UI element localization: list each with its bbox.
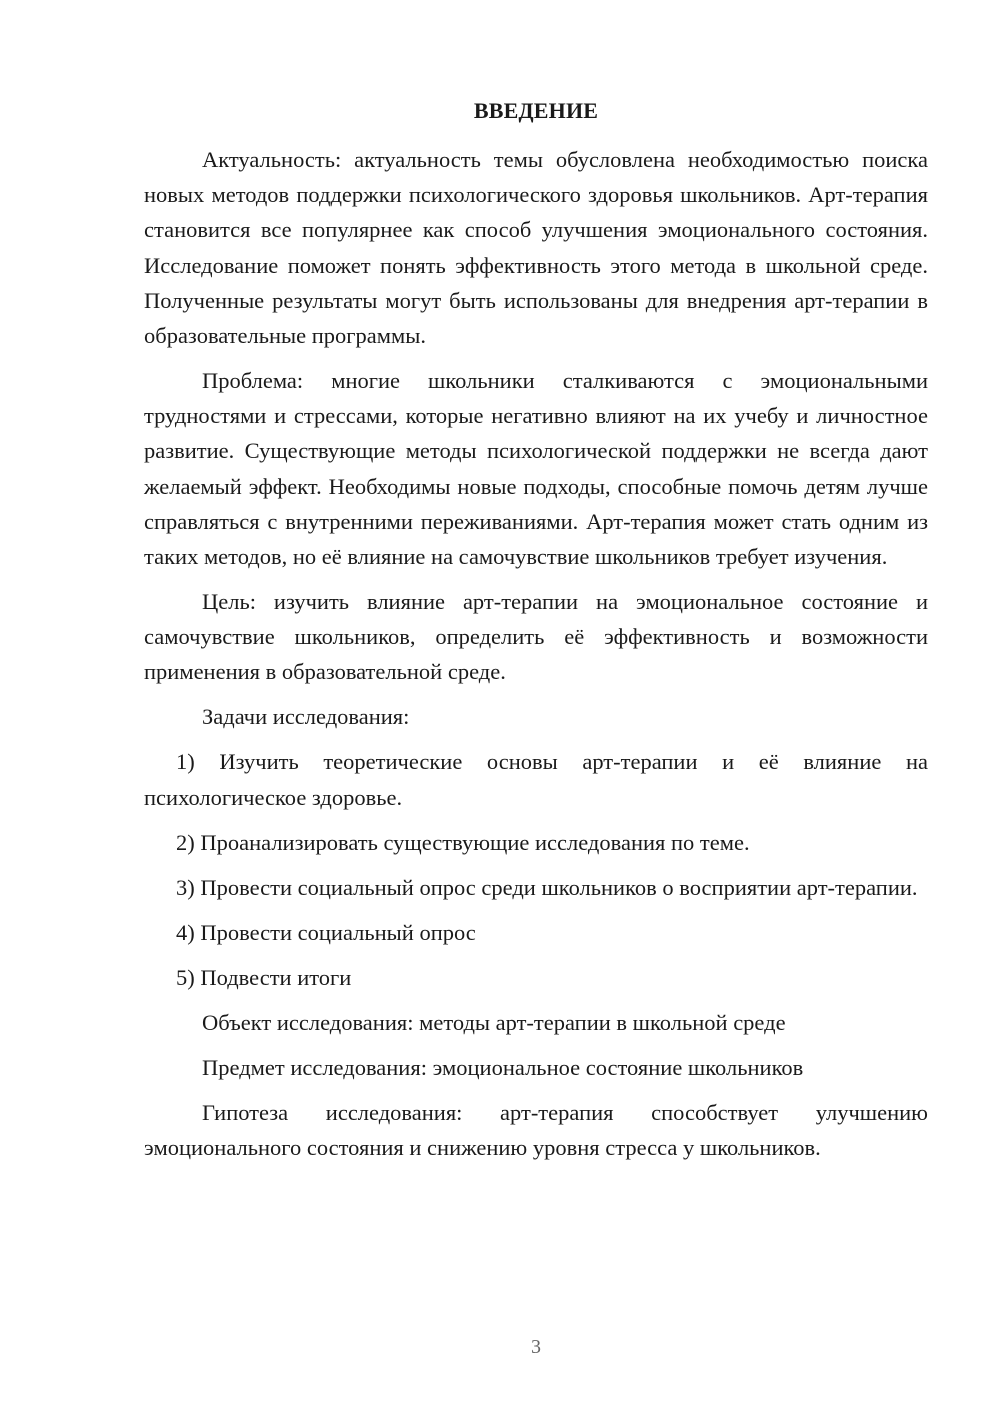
relevance-paragraph: Актуальность: актуальность темы обусловлена необходимостью поиска новых методов поддержки психологического здоровья школьников. Арт-терапия становится все популярнее как способ улучшения эмоционального состояния. Исследование поможет понять эффективность этого метода в школьной среде. Полученные результаты могут быть использованы для внедрения арт-терапии в образовательные программы. — [144, 147, 928, 349]
section-body — [144, 142, 928, 1175]
page-number: 3 — [531, 1336, 541, 1358]
task-item-1: 1) Изучить теоретические основы арт-терапии и её влияние на психологическое здоровье. — [144, 749, 928, 810]
task-item-5: 5) Подвести итоги — [176, 964, 352, 990]
goal-paragraph: Цель: изучить влияние арт-терапии на эмоциональное состояние и самочувствие школьников, определить её эффективность и возможности применения в образовательной среде. — [144, 589, 928, 685]
research-object: Объект исследования: методы арт-терапии в школьной среде — [202, 1009, 786, 1035]
tasks-heading: Задачи исследования: — [202, 704, 410, 730]
problem-paragraph: Проблема: многие школьники сталкиваются с эмоциональными трудностями и стрессами, которые негативно влияют на их учебу и личностное развитие. Существующие методы психологической поддержки не всегда дают желаемый эффект. Необходимы новые подходы, способные помочь детям лучше справляться с внутренними переживаниями. Арт-терапия может стать одним из таких методов, но её влияние на самочувствие школьников требует изучения. — [144, 368, 928, 570]
section-heading: ВВЕДЕНИЕ — [473, 98, 599, 123]
task-item-2: 2) Проанализировать существующие исследования по теме. — [176, 829, 750, 855]
document-page — [144, 0, 928, 1414]
task-item-3: 3) Провести социальный опрос среди школьников о восприятии арт-терапии. — [176, 874, 918, 900]
task-item-4: 4) Провести социальный опрос — [176, 919, 476, 945]
research-subject: Предмет исследования: эмоциональное состояние школьников — [202, 1054, 804, 1080]
research-hypothesis: Гипотеза исследования: арт-терапия способствует улучшению эмоционального состояния и снижению уровня стресса у школьников. — [144, 1099, 928, 1160]
